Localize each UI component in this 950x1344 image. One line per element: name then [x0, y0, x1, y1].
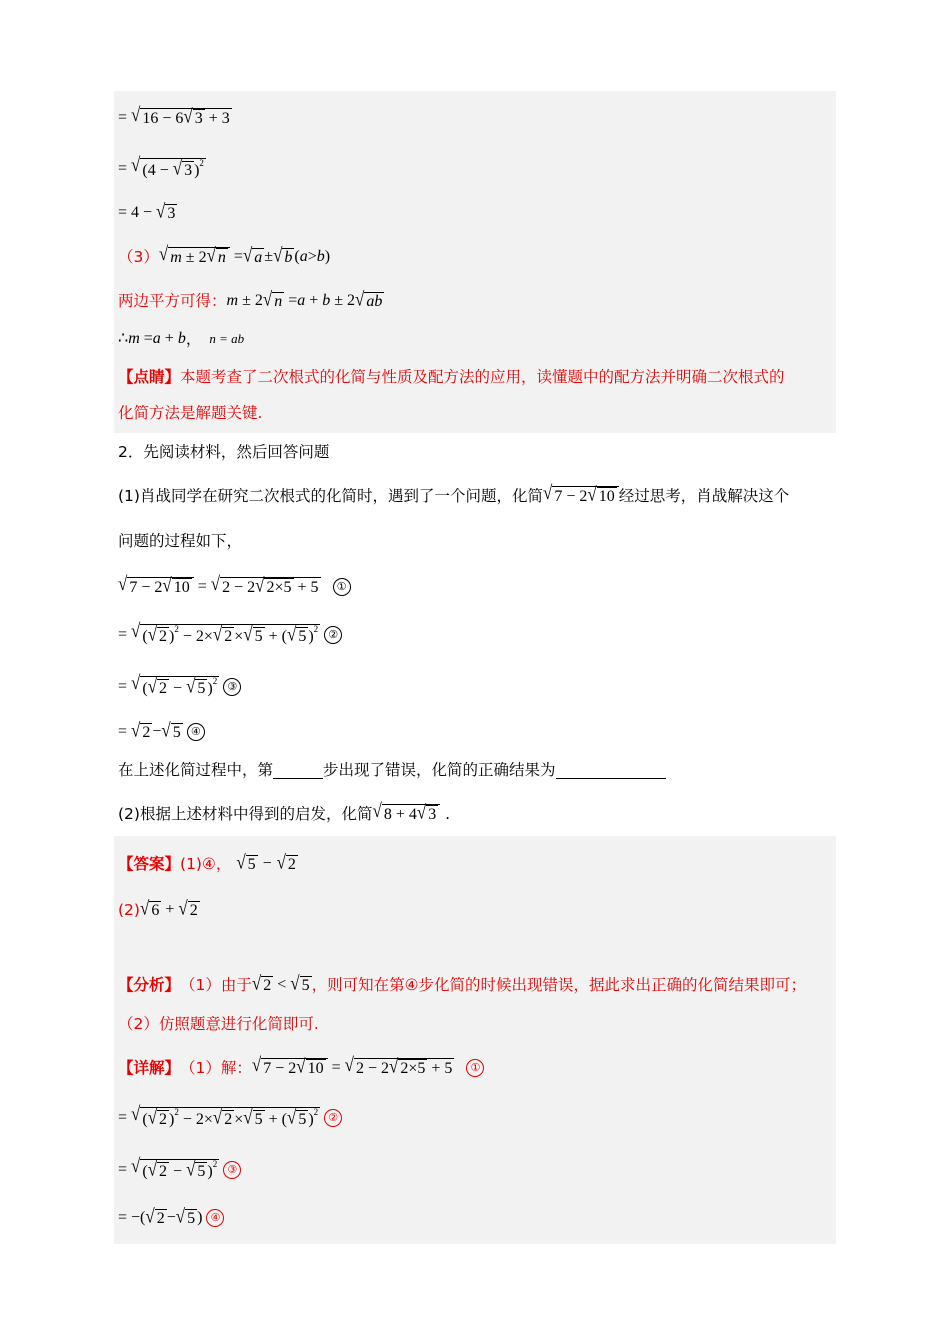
part3-label: （3）: [118, 248, 159, 266]
q2-step-3: = √ ( √ 2 − √ 5 )$^2$ ③: [118, 676, 241, 698]
step-line-2: = √ (4 − √ 3 )$^2$: [118, 153, 204, 180]
therefore-line: ∴ m = a + b ， n = ab: [118, 330, 245, 348]
answer-part2: (2): [118, 901, 140, 919]
blank-step-number[interactable]: [273, 762, 323, 779]
dianjing-tag: 【点睛】: [118, 368, 181, 386]
analysis-line-2: （2）仿照题意进行化简即可.: [118, 1015, 319, 1033]
step-mark-1: ①: [333, 578, 351, 596]
q2-step-2: = √ ( √ 2 )$^2$ − 2× √ 2 × √ 5 + ( √ 5 )$^2$ ②: [118, 624, 342, 646]
step-mark-3: ③: [223, 678, 241, 696]
detail-mark-1: ①: [466, 1059, 484, 1077]
q2-part2-text: (2)根据上述材料中得到的启发，化简: [118, 805, 373, 823]
blank-correct-result[interactable]: [556, 762, 666, 779]
answer-line-2: (2) √ 6 + √ 2: [118, 896, 198, 919]
step-mark-4: ④: [187, 723, 205, 741]
analysis-text-a: （1）由于: [180, 976, 252, 994]
square-both-sides: 两边平方可得： m ± 2 √ n = a + b ± 2 √ ab: [118, 287, 383, 310]
analysis-line-1: 【分析】 （1）由于 √ 2 < √ 5 ，则可知在第④步化简的时候出现错误，据此求出正确的化简结果即可；: [118, 971, 807, 994]
step-line-1: = √ 16 − 6 √ 3 + 3: [118, 104, 230, 128]
step-line-3: = 4 − √ 3: [118, 199, 176, 222]
part3-formula: （3） √ m ± 2 √ n = √ a ± √ b ( a > b ): [118, 243, 331, 267]
q2-part1-text-b: 经过思考，肖战解决这个: [618, 487, 790, 505]
fill-text-b: 步出现了错误，化简的正确结果为: [323, 761, 556, 779]
q2-part1-line-b: 问题的过程如下，: [118, 532, 243, 550]
dianjing-text-1: 本题考查了二次根式的化简与性质及配方法的应用，读懂题中的配方法并明确二次根式的: [180, 368, 785, 386]
answer-part1: (1)④，: [180, 855, 232, 873]
q2-fill-blank-line: [118, 759, 666, 781]
question-2-title: 2．先阅读材料，然后回答问题: [118, 443, 330, 461]
detail-step-4: = −( √ 2 − √ 5 ) ④: [118, 1207, 224, 1229]
detail-tag: 【详解】: [118, 1059, 181, 1077]
q2-part1-line-a: (1)肖战同学在研究二次根式的化简时，遇到了一个问题，化简 √ 7 − 2 √ 10 经过思考，肖战解决这个: [118, 482, 790, 506]
detail-step-3: = √ ( √ 2 − √ 5 )$^2$ ③: [118, 1159, 241, 1181]
q2-step-1: √ 7 − 2 √ 10 = √ 2 − 2 √ 2×5 + 5 ①: [118, 576, 351, 598]
detail-mark-2: ②: [324, 1109, 342, 1127]
fill-text-a: 在上述化简过程中，第: [118, 761, 274, 779]
step-mark-2: ②: [324, 626, 342, 644]
analysis-tag: 【分析】: [118, 976, 181, 994]
therefore-symbol: ∴: [118, 330, 129, 347]
answer-tag: 【答案】: [118, 855, 181, 873]
q2-part1-text-a: (1)肖战同学在研究二次根式的化简时，遇到了一个问题，化简: [118, 487, 543, 505]
detail-mark-4: ④: [206, 1209, 224, 1227]
detail-mark-3: ③: [223, 1161, 241, 1179]
q2-part2-line: (2)根据上述材料中得到的启发，化简 √ 8 + 4 √ 3 .: [118, 800, 451, 824]
q2-part2-period: .: [445, 805, 451, 823]
analysis-text-b: ，则可知在第④步化简的时候出现错误，据此求出正确的化简结果即可；: [311, 976, 807, 994]
answer-line-1: 【答案】 (1)④， √ 5 − √ 2: [118, 850, 296, 873]
both-sides-text: 两边平方可得：: [118, 292, 227, 310]
solution-block-bottom: [114, 836, 836, 1244]
q2-step-4: = √ 2 − √ 5 ④: [118, 721, 205, 743]
dianjing-line-2: 化简方法是解题关键.: [118, 404, 263, 422]
detail-step-2: = √ ( √ 2 )$^2$ − 2× √ 2 × √ 5 + ( √ 5 )$^2$ ②: [118, 1107, 342, 1129]
detail-text: （1）解：: [180, 1059, 252, 1077]
dianjing-line-1: [118, 366, 785, 388]
detail-line-1: 【详解】 （1）解： √ 7 − 2 √ 10 = √ 2 − 2 √ 2×5 + 5 ①: [118, 1057, 484, 1079]
